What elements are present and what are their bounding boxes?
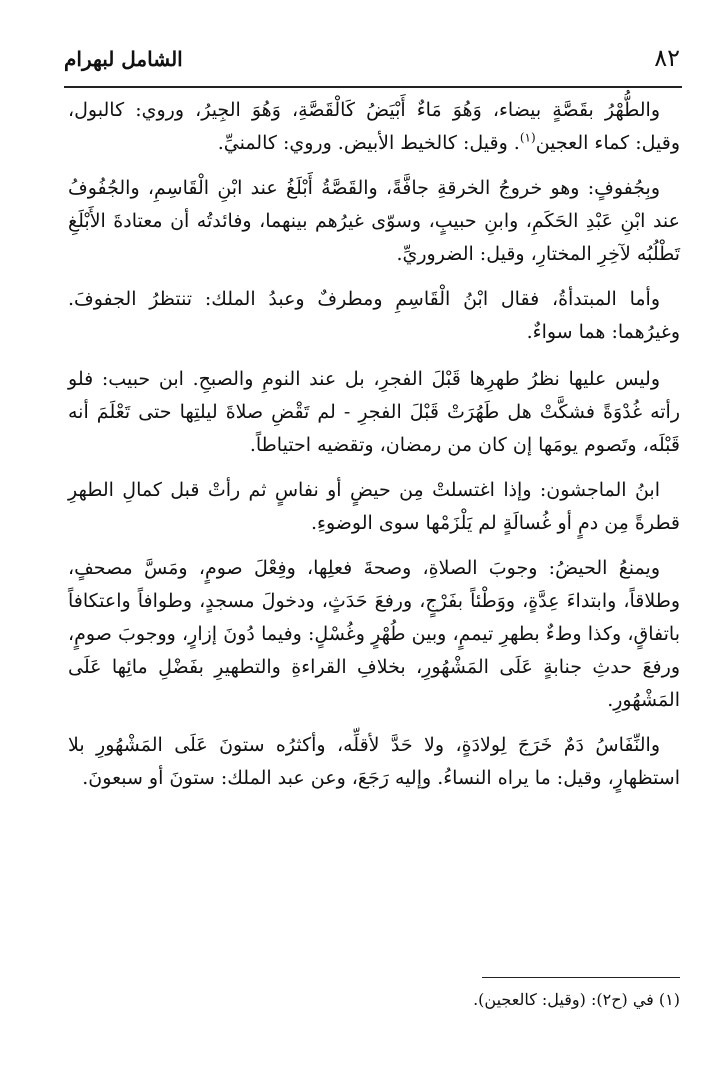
paragraph-beginner <box>68 283 680 349</box>
paragraph-text: ابنُ الماجشون: وإذا اغتسلتْ مِن حيضٍ أو نفاسٍ ثم رأتْ قبل كمالِ الطهرِ قطرةً مِن دمٍ أو غُسالَةٍ لم يَلْزَمْها سوى الوضوءِ. <box>68 479 680 534</box>
footnote-reference: (١) <box>519 130 536 145</box>
paragraph-ibn-majishun <box>68 474 680 540</box>
paragraph-dryness <box>68 172 680 271</box>
footnote-divider <box>482 977 680 978</box>
paragraph-purity-signs <box>68 94 680 160</box>
paragraph-text: والنِّفَاسُ دَمٌ خَرَجَ لِولادَةٍ، ولا حَدَّ لأقلِّه، وأكثرُه ستونَ عَلَى المَشْهُورِ بلا استظهارٍ، وقيل: ما يراه النساءُ. وإليه رَجَعَ، وعن عبد الملك: ستونَ أو سبعونَ. <box>68 734 680 789</box>
footnote: (١) في (ح٢): (وقيل: كالعجين). <box>473 990 680 1009</box>
page-number: ٨٢ <box>654 44 680 72</box>
page-header <box>64 40 680 80</box>
paragraph-text: وليس عليها نظرُ طهرِها قَبْلَ الفجرِ، بل عند النومِ والصبحِ. ابن حبيب: فلو رأته غُدْوَةً فشكَّتْ هل طَهُرَتْ قَبْلَ الفجرِ - لم تَقْضِ صلاةَ ليلتِها حتى تَعْلَمَ أنه قَبْلَه، وتَصوم يومَها إن كان من رمضان، وتقضيه احتياطاً. <box>68 368 680 456</box>
paragraph-text: وبِجُفوفٍ: وهو خروجُ الخرقةِ جافَّةً، والقَصَّةُ أَبْلَغُ عند ابْنِ الْقَاسِمِ، والجُفُوفُ عند ابْنِ عَبْدِ الحَكَمِ، وابنِ حبيبٍ، وسوّى غيرُهم بينهما، وفائدتُه أن معتادةَ الأَبْلَغِ تَطْلُبُه لآخِرِ المختارِ، وقيل: الضروريِّ. <box>68 177 680 265</box>
paragraph-text: والطُّهْرُ بقَصَّةٍ بيضاء، وَهُوَ مَاءٌ أَبْيَضُ كَالْقَصَّةِ، وَهُوَ الجِيرُ، وروي: كالبول، وقيل: كماء العجين <box>68 99 680 154</box>
header-divider <box>64 86 682 88</box>
paragraph-text: ويمنعُ الحيضُ: وجوبَ الصلاةِ، وصحةَ فعلِها، وفِعْلَ صومٍ، ومَسَّ مصحفٍ، وطلاقاً، وابتداءَ عِدَّةٍ، ووَطْئاً بفَرْجٍ، ورفعَ حَدَثٍ، ودخولَ مسجدٍ، وطوافاً واعتكافاً باتفاقٍ، وكذا وطءٌ بطهرِ تيممٍ، وبين طُهْرٍ وغُسْلٍ: وفيما دُونَ إزارٍ، ووجوبَ صومٍ، ورفعَ حدثِ جنابةٍ عَلَى المَشْهُورِ، بخلافِ القراءةِ والتطهيرِ بفَضْلِ مائِها عَلَى المَشْهُورِ. <box>68 557 680 711</box>
paragraph-text: وأما المبتدأةُ، فقال ابْنُ الْقَاسِمِ ومطرفٌ وعبدُ الملك: تنتظرُ الجفوفَ. وغيرُهما: هما سواءٌ. <box>68 288 680 343</box>
paragraph-postpartum <box>68 729 680 795</box>
paragraph-menstruation-prohibitions <box>68 552 680 717</box>
running-title: الشامل لبهرام <box>64 47 183 71</box>
paragraph-text-tail: . وقيل: كالخيط الأبيض. وروي: كالمنيِّ. <box>217 132 520 154</box>
main-text <box>68 94 680 807</box>
paragraph-checking-purity <box>68 363 680 462</box>
